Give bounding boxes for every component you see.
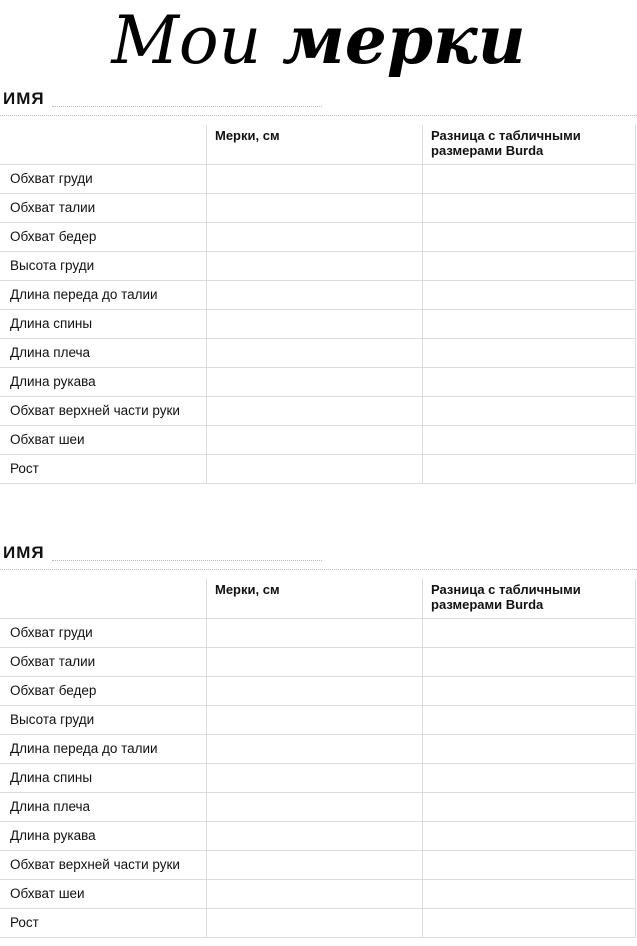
row-label: Высота груди [0,252,207,281]
measurement-cell[interactable] [207,397,423,426]
difference-cell[interactable] [423,223,636,252]
row-label: Длина спины [0,764,207,793]
difference-cell[interactable] [423,822,636,851]
table-header-row [0,579,636,619]
table-row [0,909,636,938]
table-row [0,648,636,677]
row-label: Обхват бедер [0,677,207,706]
measurement-cell[interactable] [207,677,423,706]
table-row [0,706,636,735]
measurement-cell[interactable] [207,339,423,368]
difference-cell[interactable] [423,677,636,706]
row-label: Обхват талии [0,194,207,223]
header-measurements: Мерки, см [207,579,423,619]
page-title [0,0,637,100]
title-word-2: мерки [282,1,526,79]
measurement-cell[interactable] [207,706,423,735]
table-row [0,281,636,310]
row-label: Длина плеча [0,339,207,368]
row-label: Рост [0,455,207,484]
difference-cell[interactable] [423,735,636,764]
row-label: Длина рукава [0,368,207,397]
divider [0,569,637,570]
table-row [0,368,636,397]
difference-cell[interactable] [423,165,636,194]
measurement-cell[interactable] [207,851,423,880]
header-difference: Разница с табличными размерами Burda [423,579,636,619]
table-row [0,165,636,194]
row-label: Длина спины [0,310,207,339]
measurement-cell[interactable] [207,368,423,397]
header-difference: Разница с табличными размерами Burda [423,125,636,165]
difference-cell[interactable] [423,194,636,223]
row-label: Длина рукава [0,822,207,851]
table-row [0,223,636,252]
divider [0,115,637,116]
table-row [0,397,636,426]
row-label: Длина плеча [0,793,207,822]
measurement-cell[interactable] [207,880,423,909]
table-row [0,310,636,339]
row-label: Обхват талии [0,648,207,677]
row-label: Обхват груди [0,165,207,194]
table-header-row [0,125,636,165]
name-label: ИМЯ [3,89,45,108]
measurement-cell[interactable] [207,194,423,223]
difference-cell[interactable] [423,397,636,426]
difference-cell[interactable] [423,281,636,310]
measurement-cell[interactable] [207,426,423,455]
header-col-1 [0,125,207,165]
row-label: Обхват шеи [0,880,207,909]
difference-cell[interactable] [423,252,636,281]
header-measurements: Мерки, см [207,125,423,165]
row-label: Длина переда до талии [0,735,207,764]
table-row [0,426,636,455]
row-label: Длина переда до талии [0,281,207,310]
row-label: Рост [0,909,207,938]
difference-cell[interactable] [423,851,636,880]
table-row [0,880,636,909]
difference-cell[interactable] [423,619,636,648]
measurements-table [0,125,636,484]
table-row [0,822,636,851]
difference-cell[interactable] [423,368,636,397]
row-label: Обхват верхней части руки [0,397,207,426]
title-word-1: Мои [111,2,262,79]
row-label: Обхват верхней части руки [0,851,207,880]
row-label: Обхват груди [0,619,207,648]
measurement-cell[interactable] [207,281,423,310]
measurement-cell[interactable] [207,648,423,677]
table-row [0,764,636,793]
difference-cell[interactable] [423,339,636,368]
header-col-1 [0,579,207,619]
table-row [0,851,636,880]
measurement-cell[interactable] [207,793,423,822]
difference-cell[interactable] [423,706,636,735]
table-row [0,793,636,822]
difference-cell[interactable] [423,764,636,793]
measurement-cell[interactable] [207,165,423,194]
row-label: Обхват шеи [0,426,207,455]
row-label: Высота груди [0,706,207,735]
measurement-cell[interactable] [207,764,423,793]
difference-cell[interactable] [423,648,636,677]
table-row [0,735,636,764]
difference-cell[interactable] [423,310,636,339]
measurement-cell[interactable] [207,735,423,764]
table-row [0,339,636,368]
measurement-cell[interactable] [207,252,423,281]
table-row [0,677,636,706]
name-input-line[interactable] [52,106,322,107]
difference-cell[interactable] [423,793,636,822]
table-row [0,619,636,648]
measurement-cell[interactable] [207,822,423,851]
difference-cell[interactable] [423,455,636,484]
measurement-cell[interactable] [207,909,423,938]
difference-cell[interactable] [423,426,636,455]
measurement-cell[interactable] [207,310,423,339]
difference-cell[interactable] [423,880,636,909]
table-row [0,194,636,223]
name-label: ИМЯ [3,543,45,562]
measurement-cell[interactable] [207,455,423,484]
row-label: Обхват бедер [0,223,207,252]
measurement-cell[interactable] [207,619,423,648]
table-row [0,252,636,281]
difference-cell[interactable] [423,909,636,938]
name-input-line[interactable] [52,560,322,561]
measurement-cell[interactable] [207,223,423,252]
measurements-table [0,579,636,938]
table-row [0,455,636,484]
